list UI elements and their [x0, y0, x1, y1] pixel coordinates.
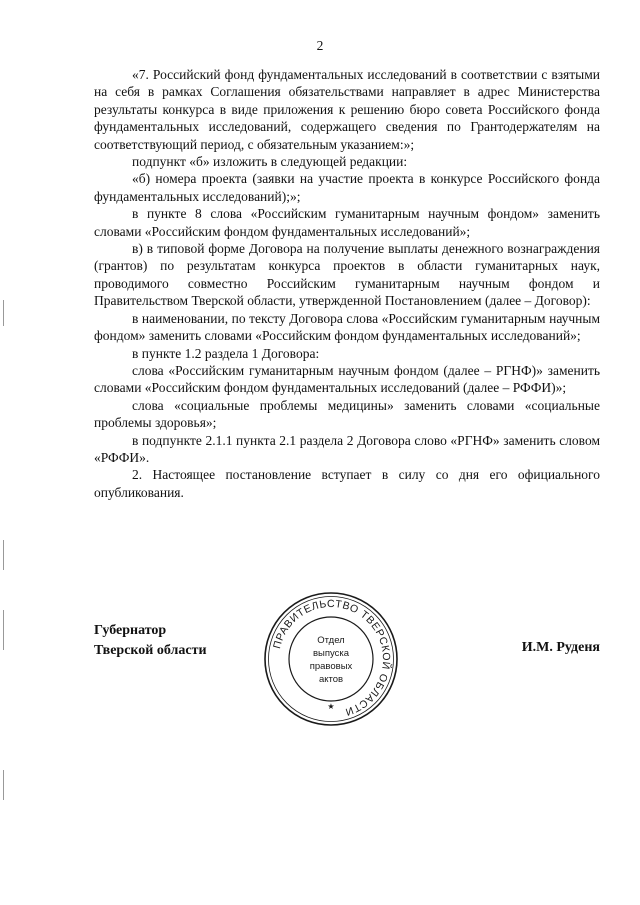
paragraph: слова «социальные проблемы медицины» заменить словами «социальные проблемы здоровья»;	[94, 397, 600, 431]
stamp-star-icon: ★	[327, 702, 335, 711]
signatory-name: И.М. Руденя	[521, 640, 600, 655]
official-stamp	[262, 590, 400, 728]
document-body	[94, 66, 600, 501]
stamp-inner-ring	[289, 617, 373, 701]
paragraph: в) в типовой форме Договора на получение выплаты денежного вознаграждения (грантов) по результатам конкурса проектов в области гуманитарных наук, проводимого совместно Российским гуманитарным научным фондом и Правительством Тверской области, утвержденной Постановлением (далее – Договор):	[94, 241, 600, 309]
scan-mark	[3, 300, 4, 326]
scan-mark	[3, 610, 4, 650]
stamp-seal-icon	[262, 590, 400, 728]
page-number: 2	[316, 38, 324, 53]
stamp-center-line: Отдел	[317, 635, 345, 646]
signatory-title-line: Тверской области	[94, 643, 207, 658]
stamp-center-line: выпуска	[312, 648, 350, 659]
scan-margin-marks	[3, 0, 7, 905]
paragraph: слова «Российским гуманитарным научным фондом (далее – РГНФ)» заменить словами «Российским фондом фундаментальных исследований (далее – РФФИ)»;	[94, 362, 600, 396]
stamp-ring-text: ПРАВИТЕЛЬСТВО ТВЕРСКОЙ ОБЛАСТИ	[271, 597, 393, 718]
paragraph: 2. Настоящее постановление вступает в силу со дня его официального опубликования.	[94, 467, 600, 500]
paragraph: в наименовании, по тексту Договора слова «Российским гуманитарным научным фондом» заменить словами «Российским фондом фундаментальных исследований»;	[94, 310, 600, 344]
scan-mark	[3, 540, 4, 570]
stamp-center-line: правовых	[309, 661, 353, 672]
paragraph: «7. Российский фонд фундаментальных исследований в соответствии с взятыми на себя в рамках Соглашения обязательствами направляет в адрес Министерства результаты конкурса в виде приложения к решению бюро совета Российского фонда фундаментальных исследований, содержащего сведения по Грантодержателям на соответствующий период, с обязательным указанием:»;	[94, 67, 600, 152]
stamp-center-text	[310, 635, 353, 685]
paragraph: в подпункте 2.1.1 пункта 2.1 раздела 2 Договора слово «РГНФ» заменить словом «РФФИ».	[94, 432, 600, 465]
paragraph: в пункте 1.2 раздела 1 Договора:	[132, 345, 320, 361]
signatory-title-line: Губернатор	[94, 623, 167, 638]
scan-mark	[3, 770, 4, 800]
paragraph: «б) номера проекта (заявки на участие проекта в конкурсе Российского фонда фундаментальных исследований);»;	[94, 171, 600, 204]
stamp-center-line: актов	[318, 674, 344, 685]
paragraph: в пункте 8 слова «Российским гуманитарным научным фондом» заменить словами «Российским фондом фундаментальных исследований»;	[94, 206, 600, 239]
signatory-title	[94, 621, 207, 661]
paragraph: подпункт «б» изложить в следующей редакции:	[132, 154, 408, 170]
